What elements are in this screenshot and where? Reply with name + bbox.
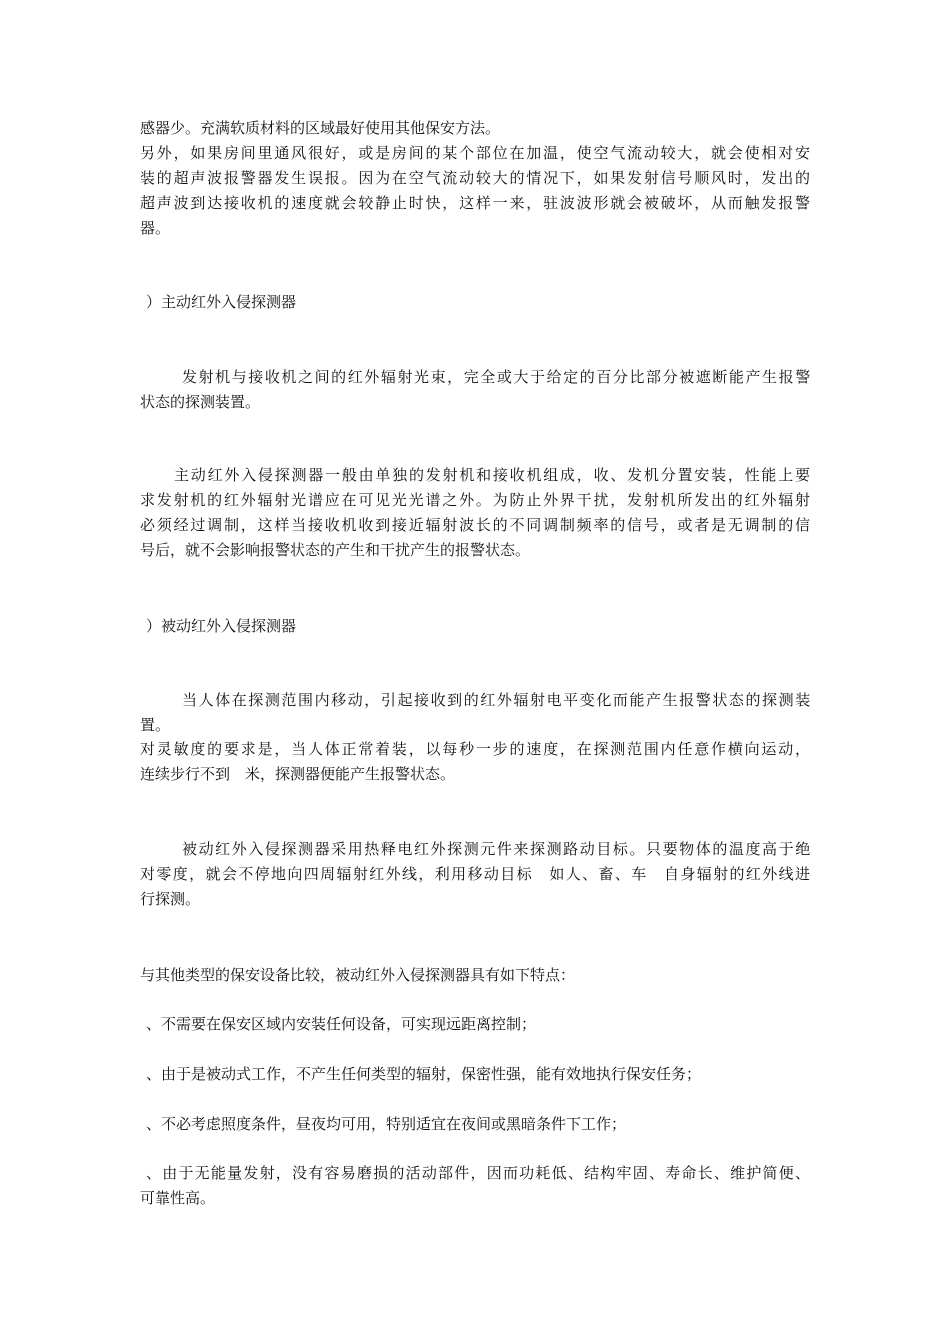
text-line: 求发射机的红外辐射光谱应在可见光光谱之外。为防止外界干扰，发射机所发出的红外辐射 — [140, 491, 810, 509]
text-line: 状态的探测装置。 — [140, 393, 261, 411]
text-line: 置。 — [140, 716, 171, 734]
text-line: 行探测。 — [140, 890, 201, 908]
text-line: 对灵敏度的要求是，当人体正常着装，以每秒一步的速度，在探测范围内任意作横向运动， — [140, 740, 810, 758]
text-line: 必须经过调制，这样当接收机收到接近辐射波长的不同调制频率的信号，或者是无调制的信 — [140, 516, 810, 534]
list-item: 、由于是被动式工作，不产生任何类型的辐射，保密性强，能有效地执行保安任务； — [146, 1065, 702, 1083]
text-line: 对零度，就会不停地向四周辐射红外线，利用移动目标 如人、畜、车 自身辐射的红外线进 — [140, 865, 810, 883]
section-heading: ）主动红外入侵探测器 — [146, 293, 297, 311]
text-line: 可靠性高。 — [140, 1189, 216, 1207]
list-item: 、不需要在保安区域内安装任何设备，可实现远距离控制； — [146, 1015, 537, 1033]
text-line: 发射机与接收机之间的红外辐射光束，完全或大于给定的百分比部分被遮断能产生报警 — [182, 368, 810, 386]
text-line: 感器少。充满软质材料的区域最好使用其他保安方法。 — [140, 119, 501, 137]
text-line: 主动红外入侵探测器一般由单独的发射机和接收机组成，收、发机分置安装，性能上要 — [174, 466, 810, 484]
list-item: 、由于无能量发射，没有容易磨损的活动部件，因而功耗低、结构牢固、寿命长、维护简便、 — [146, 1164, 810, 1182]
list-item: 、不必考虑照度条件，昼夜均可用，特别适宜在夜间或黑暗条件下工作； — [146, 1115, 627, 1133]
text-line: 与其他类型的保安设备比较，被动红外入侵探测器具有如下特点： — [140, 966, 576, 984]
text-line: 连续步行不到 米，探测器便能产生报警状态。 — [140, 765, 456, 783]
text-line: 号后，就不会影响报警状态的产生和干扰产生的报警状态。 — [140, 541, 531, 559]
text-line: 另外，如果房间里通风很好，或是房间的某个部位在加温，使空气流动较大，就会使相对安 — [140, 144, 810, 162]
text-line: 超声波到达接收机的速度就会较静止时快，这样一来，驻波波形就会被破坏，从而触发报警 — [140, 194, 810, 212]
text-line: 器。 — [140, 219, 171, 237]
text-line: 被动红外入侵探测器采用热释电红外探测元件来探测路动目标。只要物体的温度高于绝 — [182, 840, 810, 858]
section-heading: ）被动红外入侵探测器 — [146, 617, 297, 635]
text-line: 当人体在探测范围内移动，引起接收到的红外辐射电平变化而能产生报警状态的探测装 — [182, 691, 810, 709]
text-line: 装的超声波报警器发生误报。因为在空气流动较大的情况下，如果发射信号顺风时，发出的 — [140, 169, 810, 187]
